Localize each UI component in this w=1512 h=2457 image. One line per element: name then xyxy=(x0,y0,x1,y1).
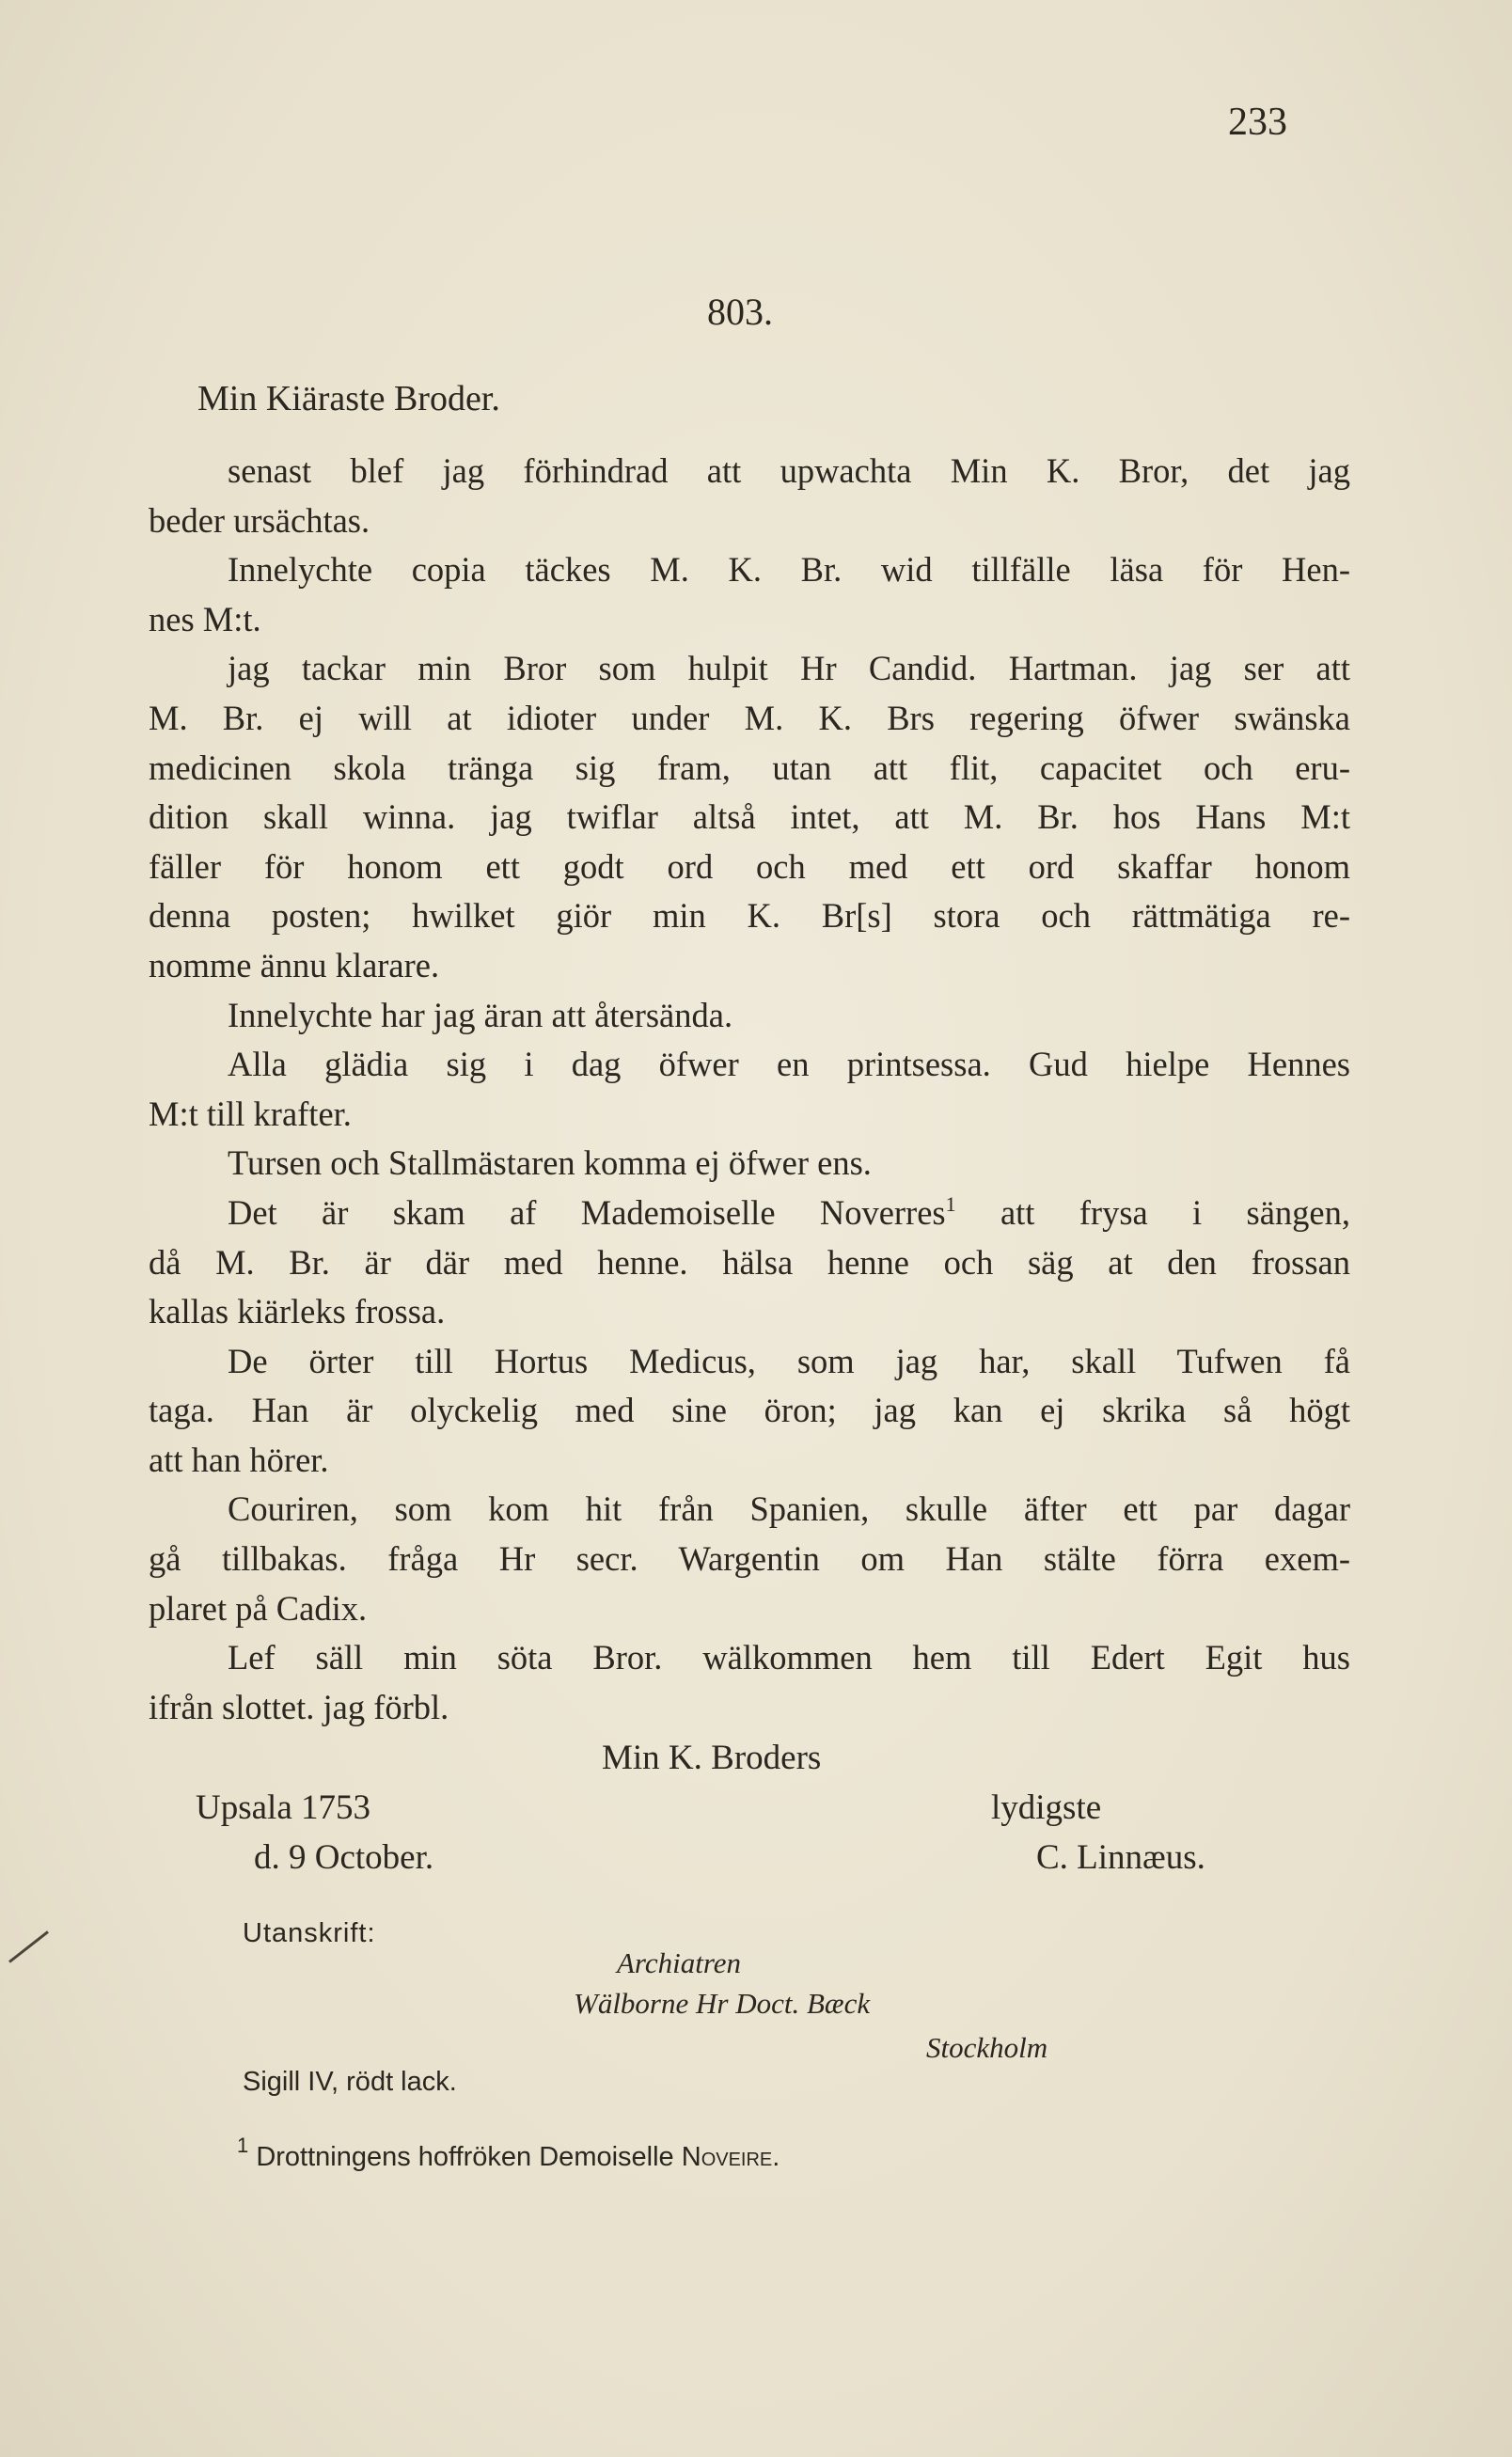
body-line-text: dition skall winna. jag twiflar altså intet, att M. Br. hos Hans M:t xyxy=(149,797,1350,837)
body-line-text: gå tillbakas. fråga Hr secr. Wargentin om Han stälte förra exem- xyxy=(149,1539,1350,1579)
address-label: Utanskrift: xyxy=(243,1918,376,1948)
signature-name: C. Linnæus. xyxy=(1036,1838,1205,1877)
body-line xyxy=(149,1139,1350,1189)
footnote-text: Drottningens hoffröken Demoiselle xyxy=(256,2142,682,2172)
address-line-1: Archiatren xyxy=(617,1946,742,1979)
address-line-2: Wälborne Hr Doct. Bæck xyxy=(574,1987,871,2020)
body-line xyxy=(149,744,1350,794)
body-line xyxy=(149,1287,1350,1337)
body-line-text: Det är skam af Mademoiselle Noverres xyxy=(228,1192,946,1232)
body-line xyxy=(149,1485,1350,1535)
footnote xyxy=(237,2134,780,2173)
closing-lydigste: lydigste xyxy=(991,1788,1102,1827)
body-line-text: att frysa i sängen, xyxy=(955,1192,1350,1232)
footnote-name: Noveire. xyxy=(681,2142,780,2172)
body-line-text: Alla glädia sig i dag öfwer en printsessa. Gud hielpe Hennes xyxy=(228,1045,1350,1084)
body-line-text: då M. Br. är där med henne. hälsa henne och säg at den frossan xyxy=(149,1242,1350,1282)
body-line xyxy=(149,1584,1350,1634)
pencil-margin-mark xyxy=(8,1930,49,1962)
body-line-text: Couriren, som kom hit från Spanien, skulle äfter ett par dagar xyxy=(228,1489,1350,1529)
body-line xyxy=(149,991,1350,1041)
body-line xyxy=(149,1683,1350,1733)
body-line xyxy=(149,1535,1350,1584)
body-line-text: Lef säll min söta Bror. wälkommen hem till Edert Egit hus xyxy=(228,1638,1350,1677)
body-line-text: nes M:t. xyxy=(149,599,261,638)
body-line-text: att han hörer. xyxy=(149,1440,329,1479)
address-line-3: Stockholm xyxy=(926,2031,1048,2064)
body-line xyxy=(149,1189,1350,1238)
body-line xyxy=(149,1040,1350,1090)
body-line xyxy=(149,545,1350,595)
body-line-text: plaret på Cadix. xyxy=(149,1588,368,1628)
body-line xyxy=(149,644,1350,694)
letter-number: 803. xyxy=(707,291,773,333)
body-line xyxy=(149,793,1350,843)
body-line-text: beder ursächtas. xyxy=(149,500,370,540)
body-line-text: medicinen skola tränga sig fram, utan att flit, capacitet och eru- xyxy=(149,748,1350,787)
seal-note: Sigill IV, rödt lack. xyxy=(243,2067,457,2097)
body-line xyxy=(149,1238,1350,1288)
body-line xyxy=(149,1386,1350,1436)
body-line-text: ifrån slottet. jag förbl. xyxy=(149,1687,449,1726)
body-line-text: kallas kiärleks frossa. xyxy=(149,1292,446,1331)
body-line-text: nomme ännu klarare. xyxy=(149,945,440,984)
body-line xyxy=(149,496,1350,546)
body-line-text: Innelychte copia täckes M. K. Br. wid tillfälle läsa för Hen- xyxy=(228,550,1350,590)
body-line xyxy=(149,447,1350,496)
body-line-text: Tursen och Stallmästaren komma ej öfwer ens. xyxy=(228,1143,872,1183)
body-line-text: denna posten; hwilket giör min K. Br[s] stora och rättmätiga re- xyxy=(149,896,1350,936)
body-line xyxy=(149,1337,1350,1387)
body-line-text: senast blef jag förhindrad att upwachta Min K. Bror, det jag xyxy=(228,451,1350,490)
body-line xyxy=(149,1090,1350,1140)
body-line-text: M. Br. ej will at idioter under M. K. Brs regering öfwer swänska xyxy=(149,698,1350,737)
closing-date: d. 9 October. xyxy=(254,1838,434,1877)
body-line xyxy=(149,595,1350,645)
closing-place: Upsala 1753 xyxy=(196,1788,370,1827)
body-line-text: taga. Han är olyckelig med sine öron; jag kan ej skrika så högt xyxy=(149,1391,1350,1430)
footnote-mark: 1 xyxy=(237,2134,249,2157)
body-line-text: fäller för honom ett godt ord och med ett ord skaffar honom xyxy=(149,846,1350,886)
body-line-text: Innelychte har jag äran att återsända. xyxy=(228,995,733,1034)
salutation: Min Kiäraste Broder. xyxy=(197,379,500,418)
body-line xyxy=(149,694,1350,744)
body-line xyxy=(149,843,1350,892)
body-line xyxy=(149,1633,1350,1683)
letter-body xyxy=(149,447,1350,1732)
body-line-text: jag tackar min Bror som hulpit Hr Candid. Hartman. jag ser att xyxy=(228,649,1350,688)
body-line xyxy=(149,891,1350,941)
page-number: 233 xyxy=(1228,101,1287,144)
body-line-text: M:t till krafter. xyxy=(149,1094,352,1133)
body-line xyxy=(149,1436,1350,1486)
body-line xyxy=(149,941,1350,991)
closing-broders: Min K. Broders xyxy=(602,1739,822,1777)
footnote-reference: 1 xyxy=(945,1191,956,1216)
body-line-text: De örter till Hortus Medicus, som jag har, skall Tufwen få xyxy=(228,1341,1350,1380)
